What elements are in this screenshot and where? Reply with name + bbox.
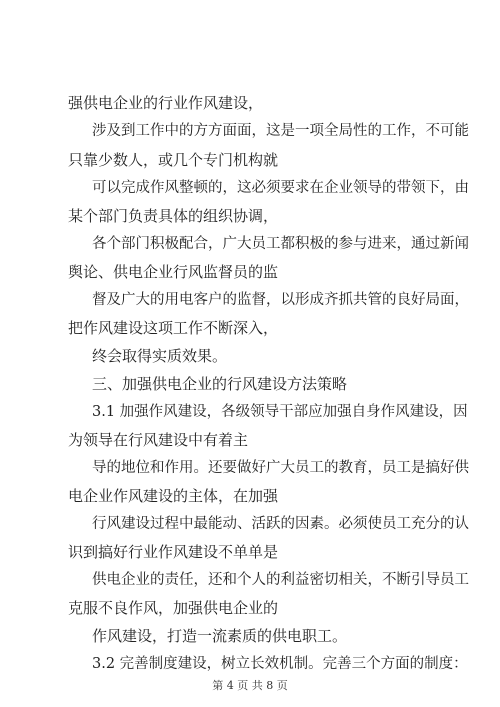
section-heading: 三、加强供电企业的行风建设方法策略 [92,375,348,393]
text-line-19: 克服不良作风，加强供电企业的 [68,599,279,617]
text-line-13: 为领导在行风建设中有着主 [68,431,249,449]
text-line-18: 供电企业的责任，还和个人的利益密切相关，不断引导员工 [92,572,469,588]
text-line-9: 把作风建设这项工作不断深入， [68,319,279,337]
text-line-1: 强供电企业的行业作风建设， [68,94,264,112]
text-line-15: 电企业作风建设的主体，在加强 [68,487,279,505]
text-line-14: 导的地位和作用。还要做好广大员工的教育，员工是搞好供 [92,460,469,476]
text-line-8: 督及广大的用电客户的监督，以形成齐抓共管的良好局面， [92,292,469,308]
text-line-20: 作风建设，打造一流素质的供电职工。 [92,627,348,645]
text-line-17: 识到搞好行业作风建设不单单是 [68,543,279,561]
text-line-16: 行风建设过程中最能动、活跃的因素。必须使员工充分的认 [92,516,469,532]
text-line-3: 只靠少数人，或几个专门机构就 [68,151,279,169]
text-line-10: 终会取得实质效果。 [92,347,228,365]
text-line-21: 3.2 完善制度建设，树立长效机制。完善三个方面的制度： [92,656,468,672]
text-line-2: 涉及到工作中的方方面面，这是一项全局性的工作，不可能 [92,123,469,139]
text-line-4: 可以完成作风整顿的，这必须要求在企业领导的带领下，由 [92,180,469,196]
page-number-footer: 第 4 页 共 8 页 [212,679,288,692]
text-line-5: 某个部门负责具体的组织协调， [68,207,279,225]
text-line-6: 各个部门积极配合，广大员工都积极的参与进来，通过新闻 [92,236,469,252]
text-line-7: 舆论、供电企业行风监督员的监 [68,263,279,281]
text-line-12: 3.1 加强作风建设，各级领导干部应加强自身作风建设，因 [92,404,468,420]
